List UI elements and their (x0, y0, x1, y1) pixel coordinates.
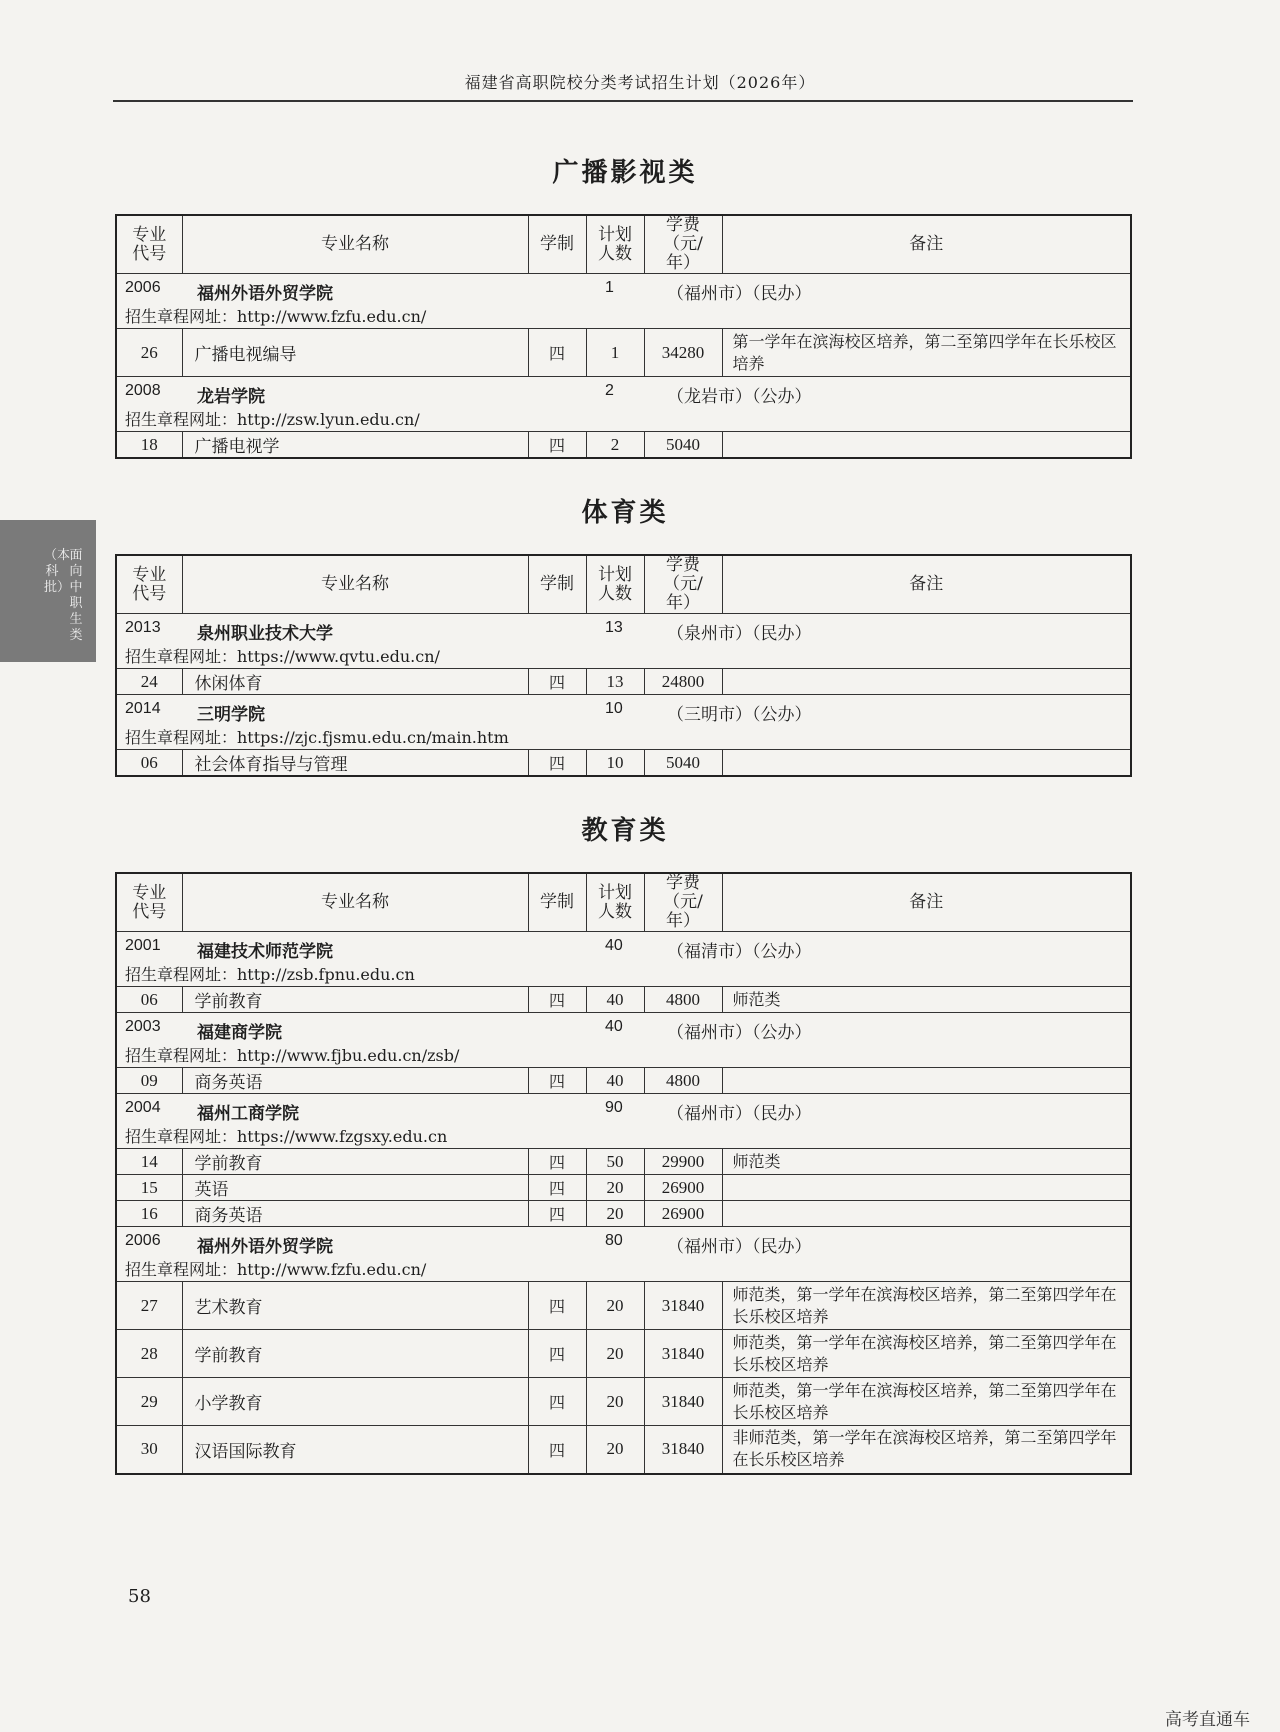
enrollment-table (115, 554, 1132, 777)
institution-row (116, 1094, 1131, 1123)
major-row (116, 1426, 1131, 1474)
major-code: 27 (116, 1282, 182, 1330)
column-header-fee: 学费（元/年） (644, 555, 722, 614)
major-plan: 1 (586, 329, 644, 377)
major-row (116, 750, 1131, 777)
header-row (116, 873, 1131, 932)
major-remark (722, 669, 1131, 695)
major-years: 四 (528, 329, 586, 377)
running-head: 福建省高职院校分类考试招生计划（2026年） (464, 73, 816, 92)
major-code: 30 (116, 1426, 182, 1474)
major-fee: 31840 (644, 1282, 722, 1330)
major-code: 26 (116, 329, 182, 377)
institution-code: 2014 (125, 700, 161, 717)
major-plan: 20 (586, 1330, 644, 1378)
institution-location: （福州市）（民办） (667, 1237, 812, 1255)
major-years: 四 (528, 1068, 586, 1094)
institution-code: 2008 (125, 382, 161, 399)
major-years: 四 (528, 1149, 586, 1175)
major-remark: 师范类，第一学年在滨海校区培养，第二至第四学年在长乐校区培养 (722, 1378, 1131, 1426)
institution-plan-count: 40 (605, 937, 623, 954)
header-row (116, 555, 1131, 614)
institution-name: 龙岩学院 (197, 387, 265, 405)
institution-name: 福建技术师范学院 (197, 942, 333, 960)
institution-url-row (116, 960, 1131, 987)
major-plan: 20 (586, 1426, 644, 1474)
institution-code: 2001 (125, 937, 161, 954)
major-name: 学前教育 (182, 1330, 528, 1378)
admission-url[interactable]: 招生章程网址：http://zsb.fpnu.edu.cn (116, 960, 1131, 987)
institution-row (116, 274, 1131, 303)
major-remark: 师范类，第一学年在滨海校区培养，第二至第四学年在长乐校区培养 (722, 1282, 1131, 1330)
major-remark (722, 1175, 1131, 1201)
major-years: 四 (528, 1175, 586, 1201)
major-name: 广播电视学 (182, 432, 528, 459)
major-name: 社会体育指导与管理 (182, 750, 528, 777)
major-plan: 20 (586, 1378, 644, 1426)
major-fee: 29900 (644, 1149, 722, 1175)
institution-url-row (116, 642, 1131, 669)
major-code: 28 (116, 1330, 182, 1378)
major-fee: 4800 (644, 1068, 722, 1094)
admission-url[interactable]: 招生章程网址：http://www.fjbu.edu.cn/zsb/ (116, 1041, 1131, 1068)
major-fee: 31840 (644, 1378, 722, 1426)
institution-code: 2006 (125, 1232, 161, 1249)
institution-plan-count: 1 (605, 279, 614, 296)
institution-name: 泉州职业技术大学 (197, 624, 333, 642)
enrollment-table (115, 214, 1132, 459)
institution-code: 2013 (125, 619, 161, 636)
major-remark: 师范类 (722, 987, 1131, 1013)
admission-url[interactable]: 招生章程网址：http://www.fzfu.edu.cn/ (116, 302, 1131, 329)
column-header-remark: 备注 (722, 873, 1131, 932)
header-rule (113, 100, 1133, 102)
institution-location: （泉州市）（民办） (667, 624, 812, 642)
major-code: 06 (116, 987, 182, 1013)
admission-url[interactable]: 招生章程网址：https://zjc.fjsmu.edu.cn/main.htm (116, 723, 1131, 750)
institution-code: 2003 (125, 1018, 161, 1035)
column-header-fee: 学费（元/年） (644, 873, 722, 932)
column-header-code: 专业代号 (116, 555, 182, 614)
major-name: 学前教育 (182, 1149, 528, 1175)
major-plan: 20 (586, 1201, 644, 1227)
column-header-plan: 计划人数 (586, 873, 644, 932)
section-title: 广播影视类 (552, 158, 698, 188)
major-years: 四 (528, 987, 586, 1013)
institution-name: 福州工商学院 (197, 1104, 299, 1122)
institution-name: 福州外语外贸学院 (197, 1237, 333, 1255)
major-years: 四 (528, 432, 586, 459)
major-plan: 20 (586, 1282, 644, 1330)
column-header-years: 学制 (528, 873, 586, 932)
major-fee: 5040 (644, 432, 722, 459)
institution-row (116, 1013, 1131, 1042)
institution-url-row (116, 302, 1131, 329)
institution-plan-count: 40 (605, 1018, 623, 1035)
column-header-plan: 计划人数 (586, 215, 644, 274)
major-plan: 40 (586, 987, 644, 1013)
section-title: 体育类 (581, 498, 669, 528)
major-remark: 第一学年在滨海校区培养，第二至第四学年在长乐校区培养 (722, 329, 1131, 377)
institution-url-row (116, 1255, 1131, 1282)
column-header-years: 学制 (528, 555, 586, 614)
institution-row (116, 614, 1131, 643)
institution-row (116, 695, 1131, 724)
section-title: 教育类 (581, 816, 669, 846)
institution-plan-count: 13 (605, 619, 623, 636)
major-fee: 26900 (644, 1175, 722, 1201)
major-remark: 师范类，第一学年在滨海校区培养，第二至第四学年在长乐校区培养 (722, 1330, 1131, 1378)
major-row (116, 1330, 1131, 1378)
column-header-years: 学制 (528, 215, 586, 274)
admission-url[interactable]: 招生章程网址：https://www.fzgsxy.edu.cn (116, 1122, 1131, 1149)
column-header-fee: 学费（元/年） (644, 215, 722, 274)
header-row (116, 215, 1131, 274)
major-fee: 31840 (644, 1330, 722, 1378)
column-header-name: 专业名称 (182, 555, 528, 614)
major-plan: 20 (586, 1175, 644, 1201)
admission-url[interactable]: 招生章程网址：http://www.fzfu.edu.cn/ (116, 1255, 1131, 1282)
institution-location: （福州市）（民办） (667, 284, 812, 302)
institution-plan-count: 90 (605, 1099, 623, 1116)
major-plan: 40 (586, 1068, 644, 1094)
major-name: 小学教育 (182, 1378, 528, 1426)
major-row (116, 432, 1131, 459)
major-remark: 师范类 (722, 1149, 1131, 1175)
major-name: 商务英语 (182, 1068, 528, 1094)
major-code: 09 (116, 1068, 182, 1094)
institution-plan-count: 10 (605, 700, 623, 717)
major-code: 29 (116, 1378, 182, 1426)
major-row (116, 987, 1131, 1013)
enrollment-table (115, 872, 1132, 1475)
major-name: 商务英语 (182, 1201, 528, 1227)
institution-name: 福建商学院 (197, 1023, 282, 1041)
column-header-code: 专业代号 (116, 873, 182, 932)
column-header-name: 专业名称 (182, 873, 528, 932)
major-code: 24 (116, 669, 182, 695)
major-code: 14 (116, 1149, 182, 1175)
side-tab (0, 520, 96, 662)
page-number: 58 (128, 1586, 151, 1607)
major-years: 四 (528, 1201, 586, 1227)
major-fee: 5040 (644, 750, 722, 777)
column-header-remark: 备注 (722, 555, 1131, 614)
side-tab-line2: （本科批） (44, 548, 71, 595)
institution-row (116, 1227, 1131, 1256)
admission-url[interactable]: 招生章程网址：https://www.qvtu.edu.cn/ (116, 642, 1131, 669)
major-name: 休闲体育 (182, 669, 528, 695)
institution-name: 三明学院 (197, 705, 265, 723)
institution-plan-count: 80 (605, 1232, 623, 1249)
admission-url[interactable]: 招生章程网址：http://zsw.lyun.edu.cn/ (116, 405, 1131, 432)
major-code: 06 (116, 750, 182, 777)
institution-url-row (116, 723, 1131, 750)
column-header-code: 专业代号 (116, 215, 182, 274)
institution-code: 2004 (125, 1099, 161, 1116)
column-header-remark: 备注 (722, 215, 1131, 274)
major-years: 四 (528, 750, 586, 777)
major-name: 艺术教育 (182, 1282, 528, 1330)
institution-url-row (116, 1041, 1131, 1068)
major-row (116, 1149, 1131, 1175)
major-name: 广播电视编导 (182, 329, 528, 377)
institution-url-row (116, 405, 1131, 432)
column-header-plan: 计划人数 (586, 555, 644, 614)
major-fee: 31840 (644, 1426, 722, 1474)
major-remark (722, 750, 1131, 777)
major-row (116, 329, 1131, 377)
major-name: 学前教育 (182, 987, 528, 1013)
institution-location: （龙岩市）（公办） (667, 387, 812, 405)
major-fee: 24800 (644, 669, 722, 695)
major-row (116, 1201, 1131, 1227)
major-plan: 10 (586, 750, 644, 777)
major-code: 15 (116, 1175, 182, 1201)
side-tab-line1: 面向中职生类 (69, 548, 83, 643)
major-fee: 26900 (644, 1201, 722, 1227)
major-plan: 50 (586, 1149, 644, 1175)
institution-location: （福州市）（民办） (667, 1104, 812, 1122)
major-remark: 非师范类，第一学年在滨海校区培养，第二至第四学年在长乐校区培养 (722, 1426, 1131, 1474)
institution-code: 2006 (125, 279, 161, 296)
major-fee: 4800 (644, 987, 722, 1013)
institution-location: （三明市）（公办） (667, 705, 812, 723)
major-row (116, 1378, 1131, 1426)
institution-location: （福清市）（公办） (667, 942, 812, 960)
major-name: 英语 (182, 1175, 528, 1201)
major-row (116, 1282, 1131, 1330)
institution-row (116, 377, 1131, 406)
column-header-name: 专业名称 (182, 215, 528, 274)
major-plan: 2 (586, 432, 644, 459)
major-years: 四 (528, 1426, 586, 1474)
major-row (116, 669, 1131, 695)
institution-location: （福州市）（公办） (667, 1023, 812, 1041)
major-fee: 34280 (644, 329, 722, 377)
institution-url-row (116, 1122, 1131, 1149)
major-remark (722, 432, 1131, 459)
major-years: 四 (528, 1330, 586, 1378)
major-years: 四 (528, 669, 586, 695)
institution-row (116, 932, 1131, 961)
institution-name: 福州外语外贸学院 (197, 284, 333, 302)
major-plan: 13 (586, 669, 644, 695)
major-remark (722, 1201, 1131, 1227)
major-code: 16 (116, 1201, 182, 1227)
major-name: 汉语国际教育 (182, 1426, 528, 1474)
major-remark (722, 1068, 1131, 1094)
major-years: 四 (528, 1282, 586, 1330)
major-years: 四 (528, 1378, 586, 1426)
major-row (116, 1175, 1131, 1201)
institution-plan-count: 2 (605, 382, 614, 399)
major-code: 18 (116, 432, 182, 459)
major-row (116, 1068, 1131, 1094)
watermark: 高考直通车 (1165, 1710, 1250, 1730)
